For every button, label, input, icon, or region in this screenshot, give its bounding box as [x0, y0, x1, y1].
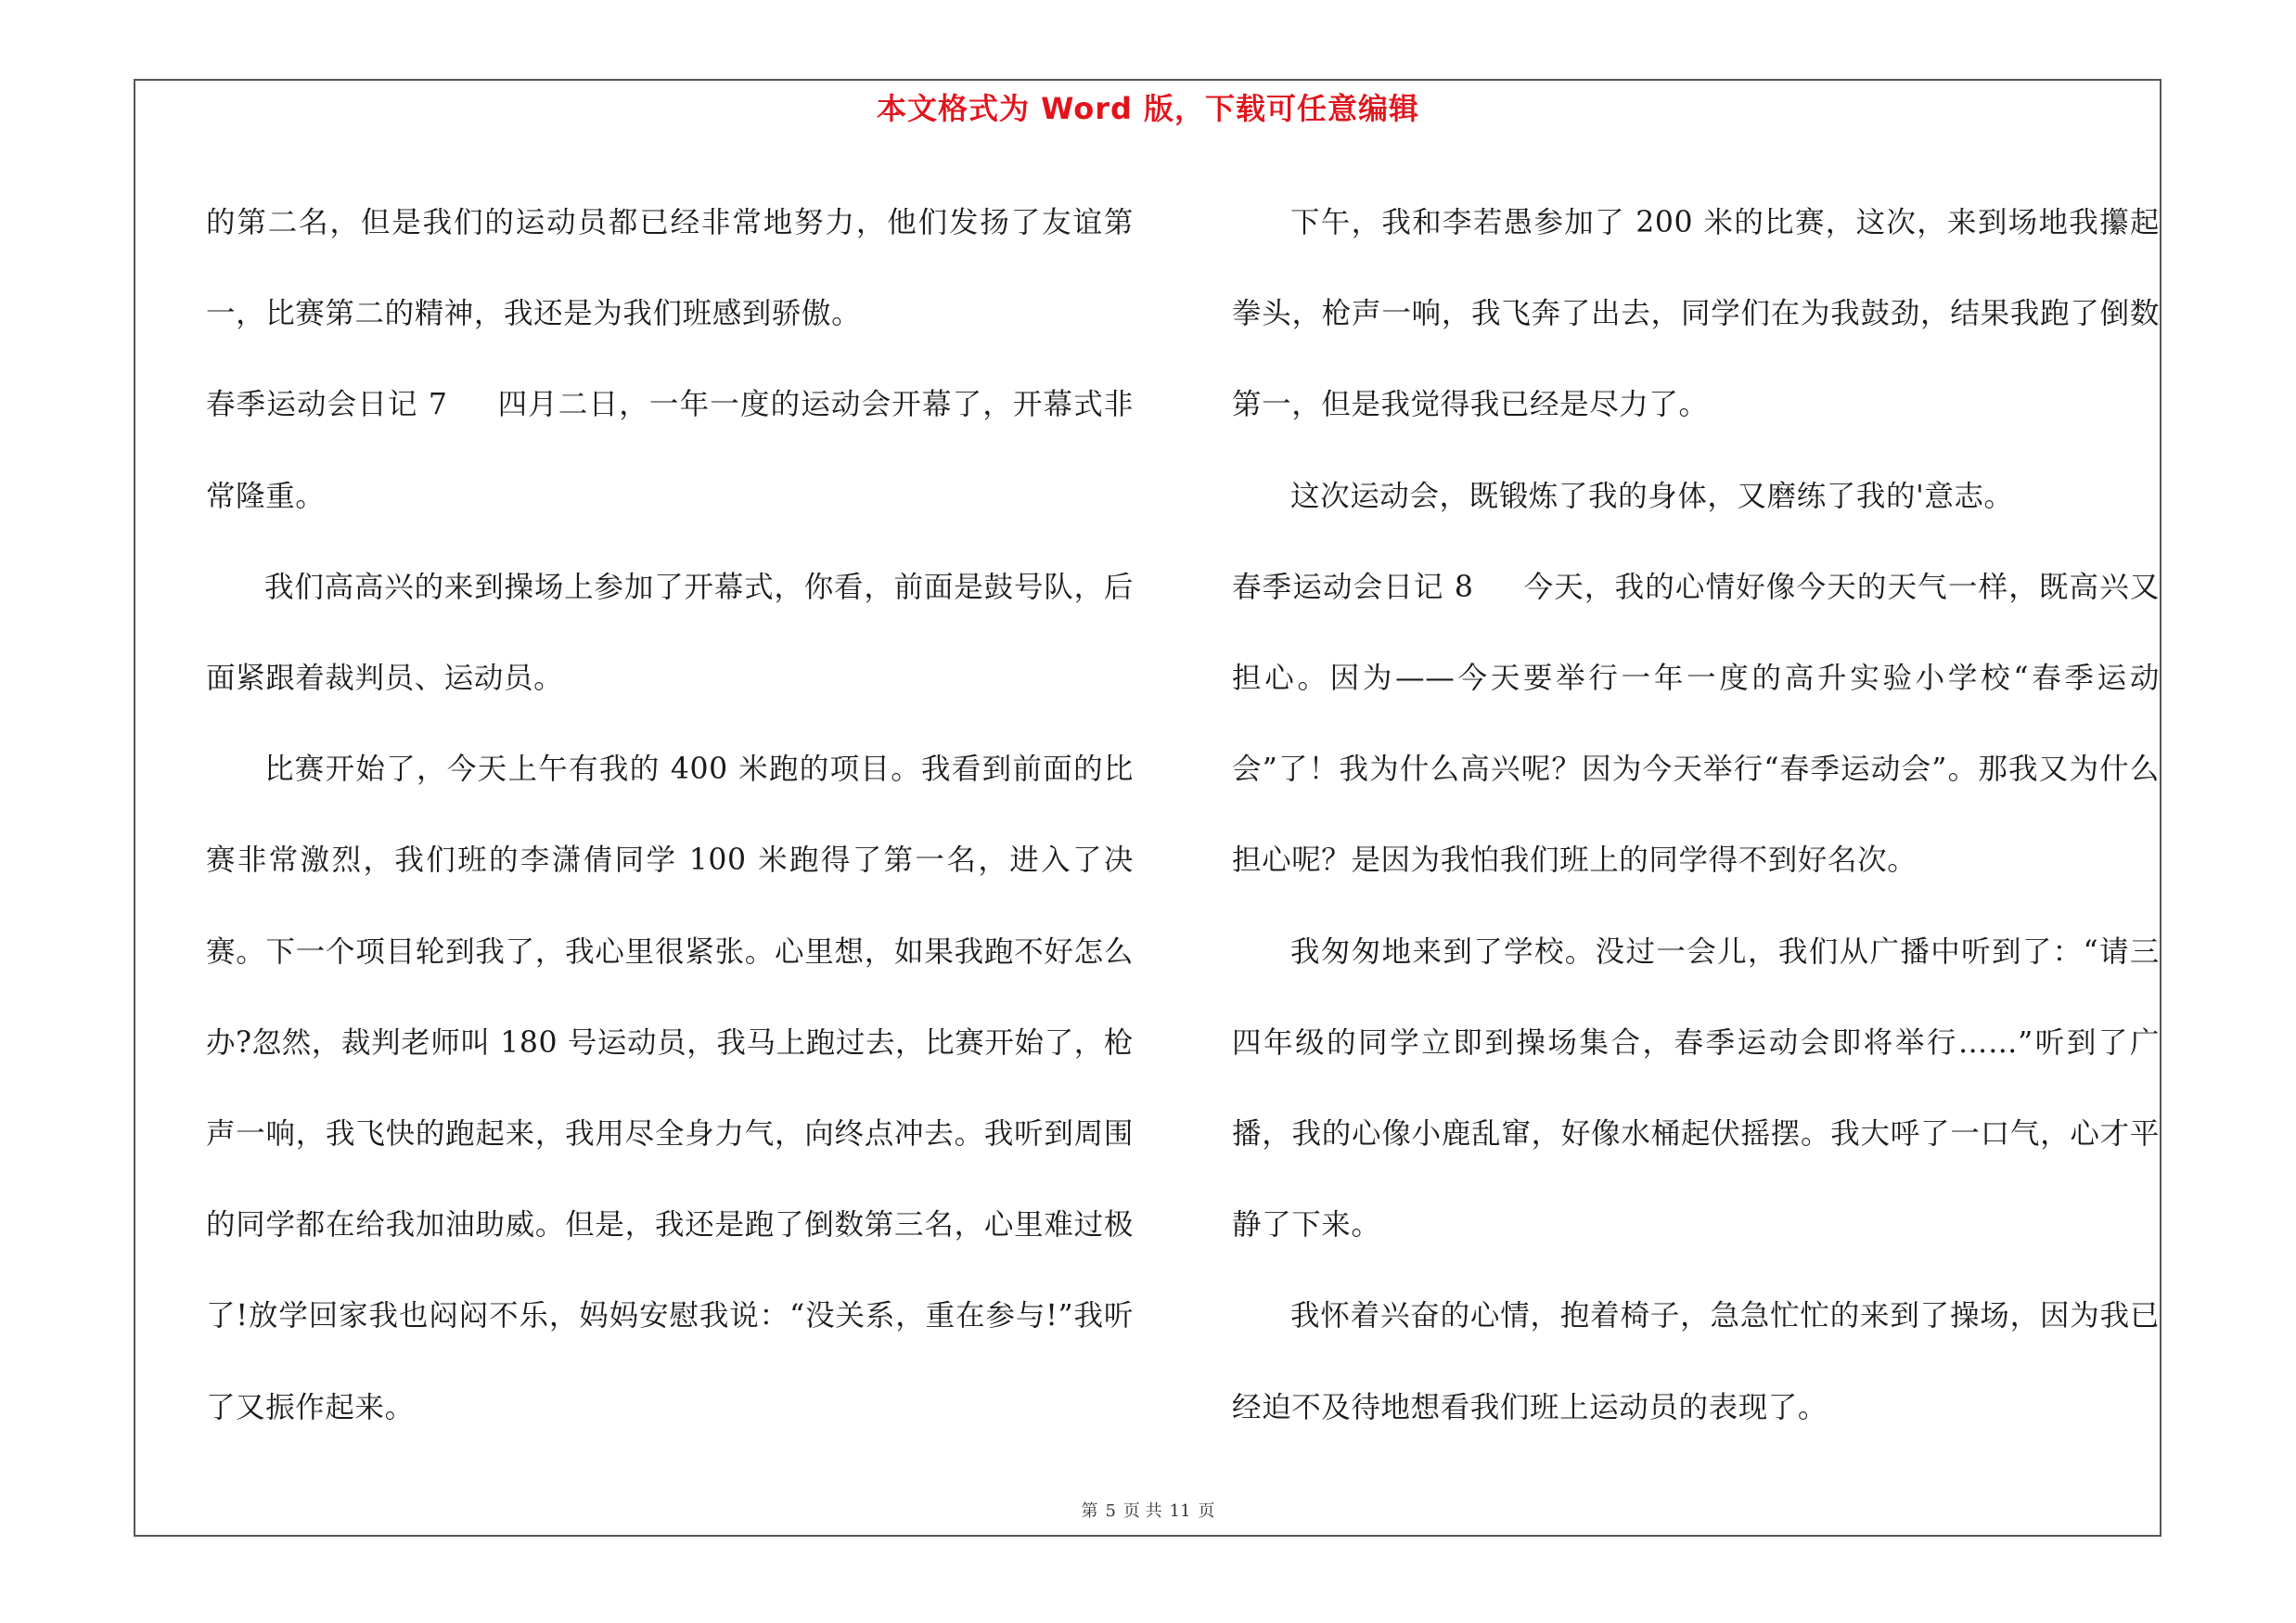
total-pages-number: 11 [1169, 1501, 1191, 1521]
entry-text: 今天，我的心情好像今天的天气一样，既高兴又担心。因为——今天要举行一年一度的高升实验小学校“春季运动会”了！我为什么高兴呢？因为今天举行“春季运动会”。那我又为什么担心呢？是因为我怕我们班上的同学得不到好名次。 [1232, 570, 2160, 878]
left-column [206, 177, 1134, 1453]
entry-title: 春季运动会日记 8 [1232, 570, 1474, 604]
diary-entry-7 [206, 359, 1134, 541]
entry-title: 春季运动会日记 7 [206, 388, 448, 422]
paragraph: 我匆匆地来到了学校。没过一会儿，我们从广播中听到了：“请三四年级的同学立即到操场集合，春季运动会即将举行……”听到了广播，我的心像小鹿乱窜，好像水桶起伏摇摆。我大呼了一口气，心才平静了下来。 [1232, 934, 2160, 1243]
page-label-prefix: 第 [1081, 1501, 1098, 1521]
current-page-number: 5 [1105, 1501, 1116, 1521]
paragraph: 我怀着兴奋的心情，抱着椅子，急急忙忙的来到了操场，因为我已经迫不及待地想看我们班上运动员的表现了。 [1232, 1299, 2160, 1424]
right-column [1232, 177, 2160, 1453]
paragraph: 我们高高兴的来到操场上参加了开幕式，你看，前面是鼓号队，后面紧跟着裁判员、运动员。 [206, 570, 1134, 696]
paragraph: 的第二名，但是我们的运动员都已经非常地努力，他们发扬了友谊第一，比赛第二的精神，我还是为我们班感到骄傲。 [206, 206, 1134, 331]
entry-text: 四月二日，一年一度的运动会开幕了，开幕式非常隆重。 [206, 388, 1134, 513]
page-label-suffix: 页 [1198, 1501, 1215, 1521]
paragraph: 下午，我和李若愚参加了 200 米的比赛，这次，来到场地我攥起拳头，枪声一响，我飞奔了出去，同学们在为我鼓劲，结果我跑了倒数第一，但是我觉得我已经是尽力了。 [1232, 206, 2160, 422]
diary-entry-8 [1232, 542, 2160, 907]
page-label-mid: 页 共 [1122, 1501, 1162, 1521]
document-header: 本文格式为 Word 版，下载可任意编辑 [876, 91, 1420, 126]
page-footer [0, 1498, 2296, 1522]
paragraph: 比赛开始了，今天上午有我的 400 米跑的项目。我看到前面的比赛非常激烈，我们班的李潇倩同学 100 米跑得了第一名，进入了决赛。下一个项目轮到我了，我心里很紧张。心里想，如果我跑不好怎么办?忽然，裁判老师叫 180 号运动员，我马上跑过去，比赛开始了，枪声一响，我飞快的跑起来，我用尽全身力气，向终点冲去。我听到周围的同学都在给我加油助威。但是，我还是跑了倒数第三名，心里难过极了!放学回家我也闷闷不乐，妈妈安慰我说：“没关系，重在参与!”我听了又振作起来。 [206, 753, 1134, 1424]
paragraph: 这次运动会，既锻炼了我的身体，又磨练了我的'意志。 [1290, 479, 2014, 513]
